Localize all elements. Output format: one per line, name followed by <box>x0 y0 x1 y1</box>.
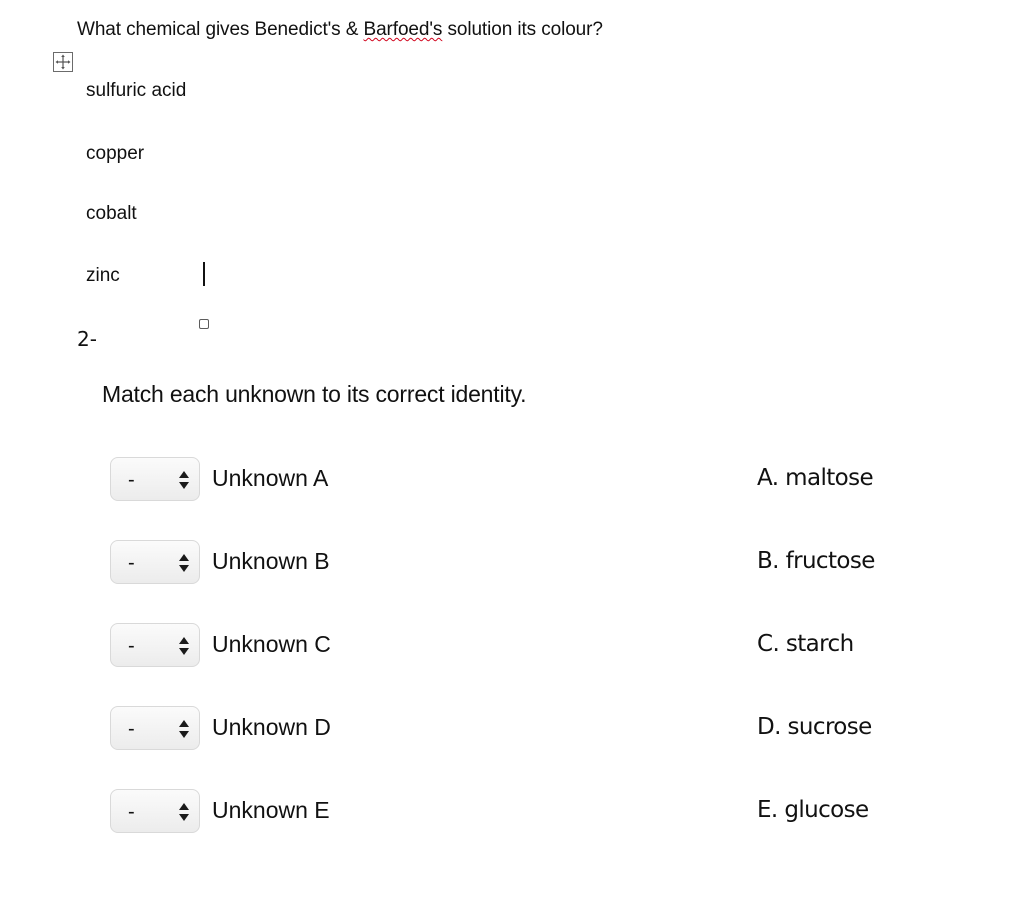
answer-choice-label: D. sucrose <box>757 714 872 740</box>
unknown-d-select[interactable] <box>110 706 200 750</box>
unknown-label: Unknown B <box>212 548 330 574</box>
select-value: - <box>128 469 135 491</box>
answer-choice-label: C. starch <box>757 631 854 657</box>
table-move-handle[interactable] <box>53 52 73 72</box>
unknown-c-select[interactable] <box>110 623 200 667</box>
answer-option-sulfuric-acid[interactable]: sulfuric acid <box>86 80 187 101</box>
select-value: - <box>128 635 135 657</box>
select-value: - <box>128 552 135 574</box>
unknown-b-select[interactable] <box>110 540 200 584</box>
up-down-arrows-icon <box>177 470 191 490</box>
match-row <box>0 623 1024 671</box>
up-down-arrows-icon <box>177 553 191 573</box>
question-2-number: 2- <box>77 327 97 351</box>
spellcheck-flagged-word: Barfoed's <box>363 19 443 40</box>
unknown-e-select[interactable] <box>110 789 200 833</box>
up-down-arrows-icon <box>177 636 191 656</box>
answer-choice-label: A. maltose <box>757 465 874 491</box>
move-cross-icon <box>54 53 72 71</box>
small-checkbox[interactable] <box>199 319 209 329</box>
question-2-prompt: Match each unknown to its correct identity. <box>102 381 527 407</box>
unknown-label: Unknown A <box>212 465 329 491</box>
answer-option-cobalt[interactable]: cobalt <box>86 203 137 224</box>
match-row <box>0 540 1024 588</box>
question-1-prompt <box>77 19 603 41</box>
up-down-arrows-icon <box>177 719 191 739</box>
match-row <box>0 457 1024 505</box>
up-down-arrows-icon <box>177 802 191 822</box>
answer-option-copper[interactable]: copper <box>86 143 145 164</box>
question-1-prompt-end: solution its colour? <box>442 19 603 40</box>
select-value: - <box>128 718 135 740</box>
match-row <box>0 789 1024 837</box>
question-1-prompt-start: What chemical gives Benedict's & <box>77 19 364 40</box>
unknown-label: Unknown C <box>212 631 331 657</box>
answer-option-zinc[interactable]: zinc <box>86 265 120 286</box>
unknown-label: Unknown D <box>212 714 331 740</box>
answer-choice-label: E. glucose <box>757 797 869 823</box>
unknown-label: Unknown E <box>212 797 330 823</box>
answer-choice-label: B. fructose <box>757 548 875 574</box>
unknown-a-select[interactable] <box>110 457 200 501</box>
match-row <box>0 706 1024 754</box>
select-value: - <box>128 801 135 823</box>
text-cursor <box>203 262 205 286</box>
